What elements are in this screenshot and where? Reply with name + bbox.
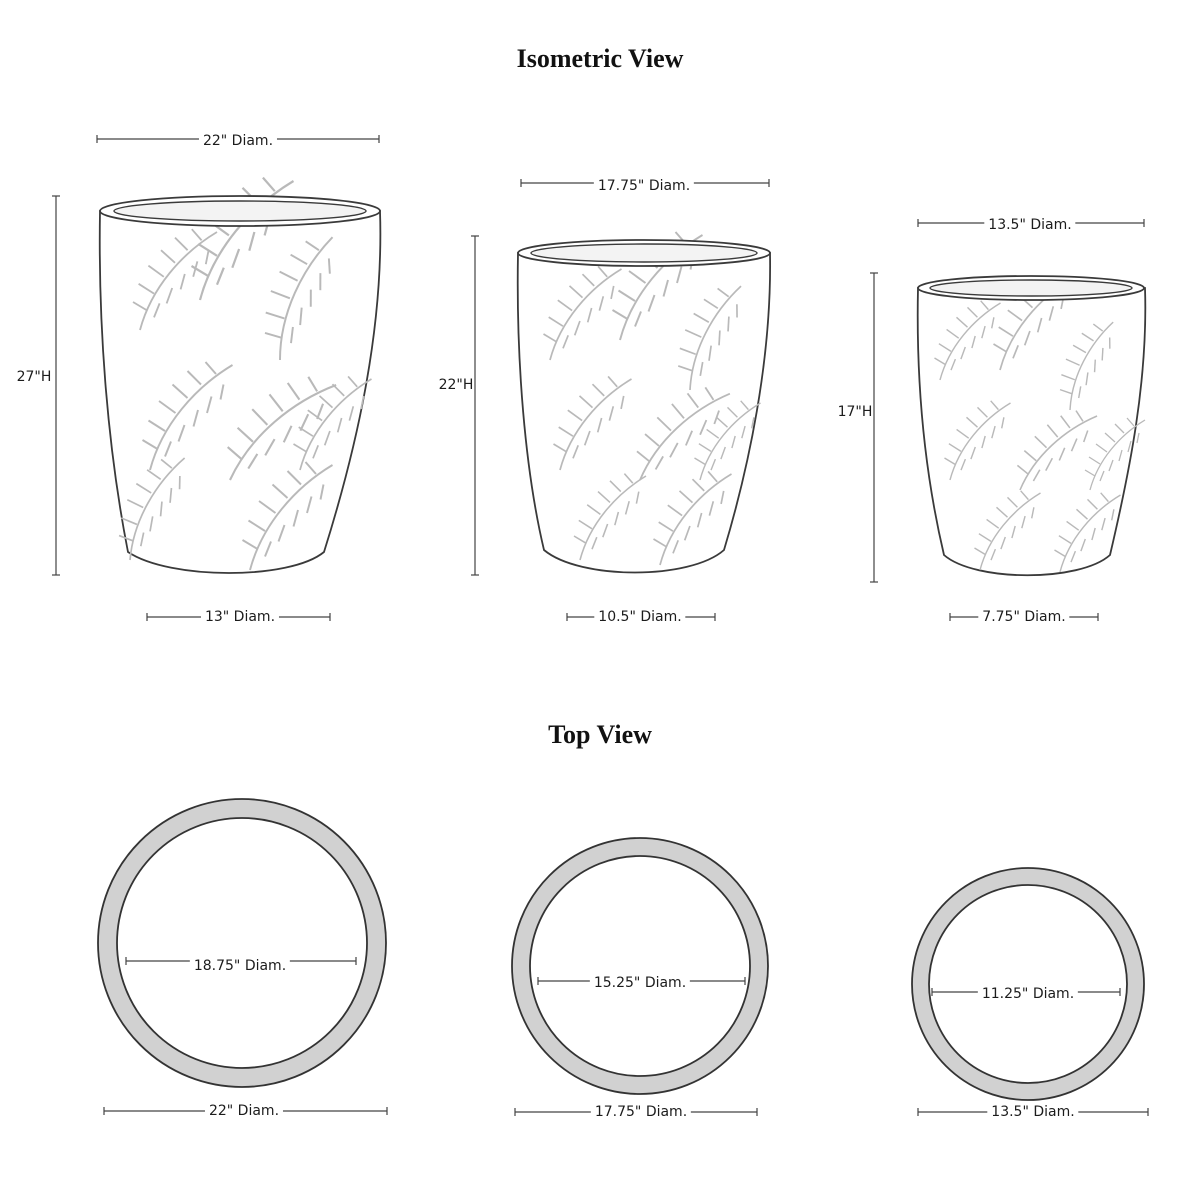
planter-medium-top-view <box>512 838 768 1094</box>
planter-large-bottom-diameter-label: 13" Diam. <box>201 609 279 625</box>
planter-large-inner-diameter-label: 18.75" Diam. <box>190 958 290 974</box>
planter-small-top-diameter-label: 13.5" Diam. <box>984 217 1075 233</box>
planter-large-opening <box>117 818 367 1068</box>
planter-large-top-view <box>98 799 386 1087</box>
planter-small-opening <box>929 885 1127 1083</box>
planter-medium-height-label: 22"H <box>438 377 474 393</box>
planter-large-elevation <box>100 178 381 573</box>
planter-medium-opening <box>530 856 750 1076</box>
top-view-heading: Top View <box>548 720 652 749</box>
planter-medium-elevation <box>518 232 770 573</box>
planter-small-height-label: 17"H <box>837 404 873 420</box>
planter-large-height-label: 27"H <box>16 369 52 385</box>
planter-medium-top-diameter-label: 17.75" Diam. <box>594 178 694 194</box>
isometric-view-heading: Isometric View <box>516 44 684 73</box>
planter-medium-inner-diameter-label: 15.25" Diam. <box>590 975 690 991</box>
planter-medium-rim-inner <box>531 244 757 262</box>
planter-small-elevation <box>918 276 1146 575</box>
planter-medium-outer-diameter-label: 17.75" Diam. <box>591 1104 691 1120</box>
planter-large-top-diameter-label: 22" Diam. <box>199 133 277 149</box>
planter-small-top-view <box>912 868 1144 1100</box>
planter-large-outer-diameter-label: 22" Diam. <box>205 1103 283 1119</box>
planter-small-inner-diameter-label: 11.25" Diam. <box>978 986 1078 1002</box>
planter-small-bottom-diameter-label: 7.75" Diam. <box>978 609 1069 625</box>
planter-small-body <box>918 288 1146 575</box>
planter-small-rim-inner <box>930 280 1132 296</box>
planter-large-body <box>100 211 381 573</box>
planter-large-rim-inner <box>114 201 366 221</box>
planter-medium-bottom-diameter-label: 10.5" Diam. <box>594 609 685 625</box>
planter-small-outer-diameter-label: 13.5" Diam. <box>987 1104 1078 1120</box>
